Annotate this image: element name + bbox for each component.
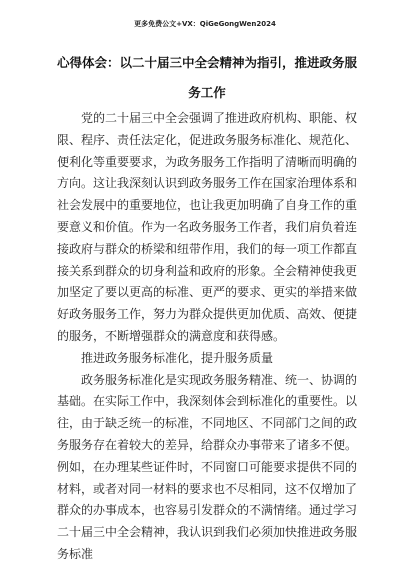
document-page <box>57 48 357 566</box>
document-title: 心得体会：以二十届三中全会精神为指引，推进政务服务工作 <box>57 55 358 100</box>
paragraph: 党的二十届三中全会强调了推进政府机构、职能、权限、程序、责任法定化，促进政务服务标准化、规范化、便利化等重要要求，为政务服务工作指明了清晰而明确的方向。这让我深刻认识到政务服务工作在国家治理体系和社会发展中的重要地位，也让我更加明确了自身工作的重要意义和价值。作为一名政务服务工作者，我们肩负着连接政府与群众的桥梁和纽带作用，我们的每一项工作都直接关系到群众的切身利益和政府的形象。全会精神使我更加坚定了要以更高的标准、更严的要求、更实的举措来做好政务服务工作，努力为群众提供更加优质、高效、便捷的服务，不断增强群众的满意度和获得感。 <box>57 111 358 343</box>
header-note: 更多免费公文+VX：QiGeGongWen2024 <box>134 20 276 28</box>
section-heading: 推进政务服务标准化，提升服务质量 <box>81 350 274 365</box>
document-body <box>57 108 357 566</box>
paragraph: 政务服务标准化是实现政务服务精准、统一、协调的基础。在实际工作中，我深刻体会到标准化的重要性。以往，由于缺乏统一的标准，不同地区、不同部门之间的政务服务存在着较大的差异，给群众办事带来了诸多不便。例如，在办理某些证件时，不同窗口可能要求提供不同的材料，或者对同一材料的要求也不尽相同，这不仅增加了群众的办事成本，也容易引发群众的不满情绪。通过学习二十届三中全会精神，我认识到我们必须加快推进政务服务标准 <box>57 372 358 561</box>
